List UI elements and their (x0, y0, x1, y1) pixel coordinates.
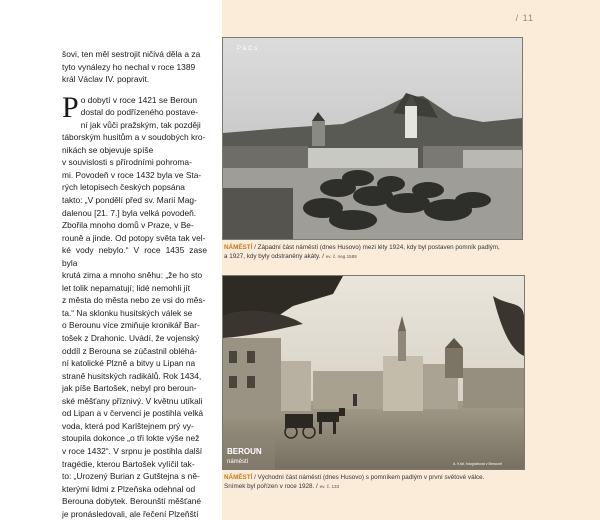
caption-reference: ev. č. 133 (319, 484, 340, 490)
text-line: nikách se objevuje spíše (62, 144, 154, 155)
text-line: ta.“ Na sklonku husitských válek se (62, 307, 193, 318)
text-line: šovi, ten měl sestrojit ničivá děla a za (62, 49, 201, 59)
text-line: je pronásledovali, ale řečení Plzeňští (62, 508, 199, 519)
caption-title: NÁMĚSTÍ (224, 474, 253, 481)
caption-text: Snímek byl pořízen v roce 1928. / (224, 483, 320, 491)
paragraph-2 (62, 90, 207, 520)
caption-east-square (224, 473, 524, 491)
page-number: / 11 (515, 13, 534, 23)
article-text-column (62, 48, 207, 520)
photo-label-sub: náměstí (227, 459, 249, 465)
caption-text: a 1927, kdy byly odstraněny akáty. / (224, 253, 326, 261)
text-line: král Václav IV. popravit. (62, 74, 150, 85)
caption-title: NÁMĚSTÍ (224, 244, 253, 251)
text-line: ní jak vůči pražským, tak později (80, 119, 201, 130)
text-line: rouně a jinde. Od potopy světa tak vel- (62, 232, 206, 243)
text-line: let tolik nepamatují; lidé nemohli jít (62, 282, 191, 293)
text-line: tošek z Drahonic. Uvádí, že vojenský (62, 333, 200, 344)
text-line: tyto vynálezy ho nechal v roce 1389 (62, 61, 196, 72)
text-line: táborským husitům a v soudobých kro- (62, 132, 206, 143)
photo-east-square-image (223, 276, 524, 469)
photo-west-square (222, 37, 523, 240)
text-line: o Berounu více zmiňuje kronikář Bar- (62, 320, 200, 331)
text-line: ké vody nebylo.“ V roce 1435 zase byla (62, 245, 207, 268)
text-line: v souvislosti s přírodními pohroma- (62, 157, 192, 168)
text-line: dostal do podřízeného postave- (80, 107, 199, 118)
photographer-stamp: A. Král, fotografovat v Berouně (453, 462, 503, 466)
text-line: rých letopisech českých popsána (62, 182, 185, 193)
caption-west-square (224, 243, 524, 261)
photo-east-square (222, 275, 525, 470)
photo-label-main: BEROUN (227, 447, 262, 456)
text-line: mi. Povodeň v roce 1432 byla ve Sta- (62, 169, 202, 180)
text-line: z města do města nebo ze vsi do měs- (62, 295, 206, 306)
caption-text: / Západní část náměstí (dnes Husovo) mezi léty 1924, kdy byl postaven pomník padlým, (252, 244, 500, 251)
text-line: oddíl z Berouna se zúčastnil obléhá- (62, 345, 198, 356)
text-line: Berouna dobytek. Berounští měšťané (62, 496, 202, 507)
text-line: ské měšťany příznivý. V květnu utíkali (62, 395, 203, 406)
text-line: ní katolické Plzně a bitvy u Lipan na (62, 358, 196, 369)
text-line: straně husitských radikálů. Rok 1434, (62, 370, 202, 381)
text-line: v roce 1432“. V srpnu je postihla další (62, 445, 203, 456)
text-line: takto: „V pondělí před sv. Marií Mag- (62, 195, 197, 206)
photo-stamp: P & C s (237, 46, 258, 52)
text-line: tragédie, kterou Bartošek vylíčil tak- (62, 458, 195, 469)
text-line: krutá zima a mnoho sněhu: „že ho sto (62, 270, 203, 281)
paragraph-1 (62, 48, 207, 86)
caption-text: / Východní část náměstí (dnes Husovo) s pomníkem padlým v první světové válce. (252, 474, 485, 481)
text-line: Zbořila mnoho domů v Praze, v Be- (62, 220, 194, 231)
text-line: jak píše Bartošek, nebyl pro beroun- (62, 383, 197, 394)
text-line: to: „Urozený Burian z Gutštejna s ně- (62, 471, 200, 482)
text-line: o dobytí v roce 1421 se Beroun (80, 94, 198, 105)
text-line: kterými lidmi z Plzeňska odehnal od (62, 483, 196, 494)
text-line: od Lipan a v červenci je postihla velká (62, 408, 204, 419)
drop-cap: P (62, 90, 79, 124)
text-line: voda, která pod Karlštejnem prý vy- (62, 420, 194, 431)
text-line: stoupila dokonce „o tři lokte výše než (62, 433, 200, 444)
text-line: dalenou [21. 7.] byla velká povodeň. (62, 207, 197, 218)
caption-reference: ev. č. neg.1589 (325, 254, 357, 260)
photo-west-square-image (223, 38, 522, 239)
